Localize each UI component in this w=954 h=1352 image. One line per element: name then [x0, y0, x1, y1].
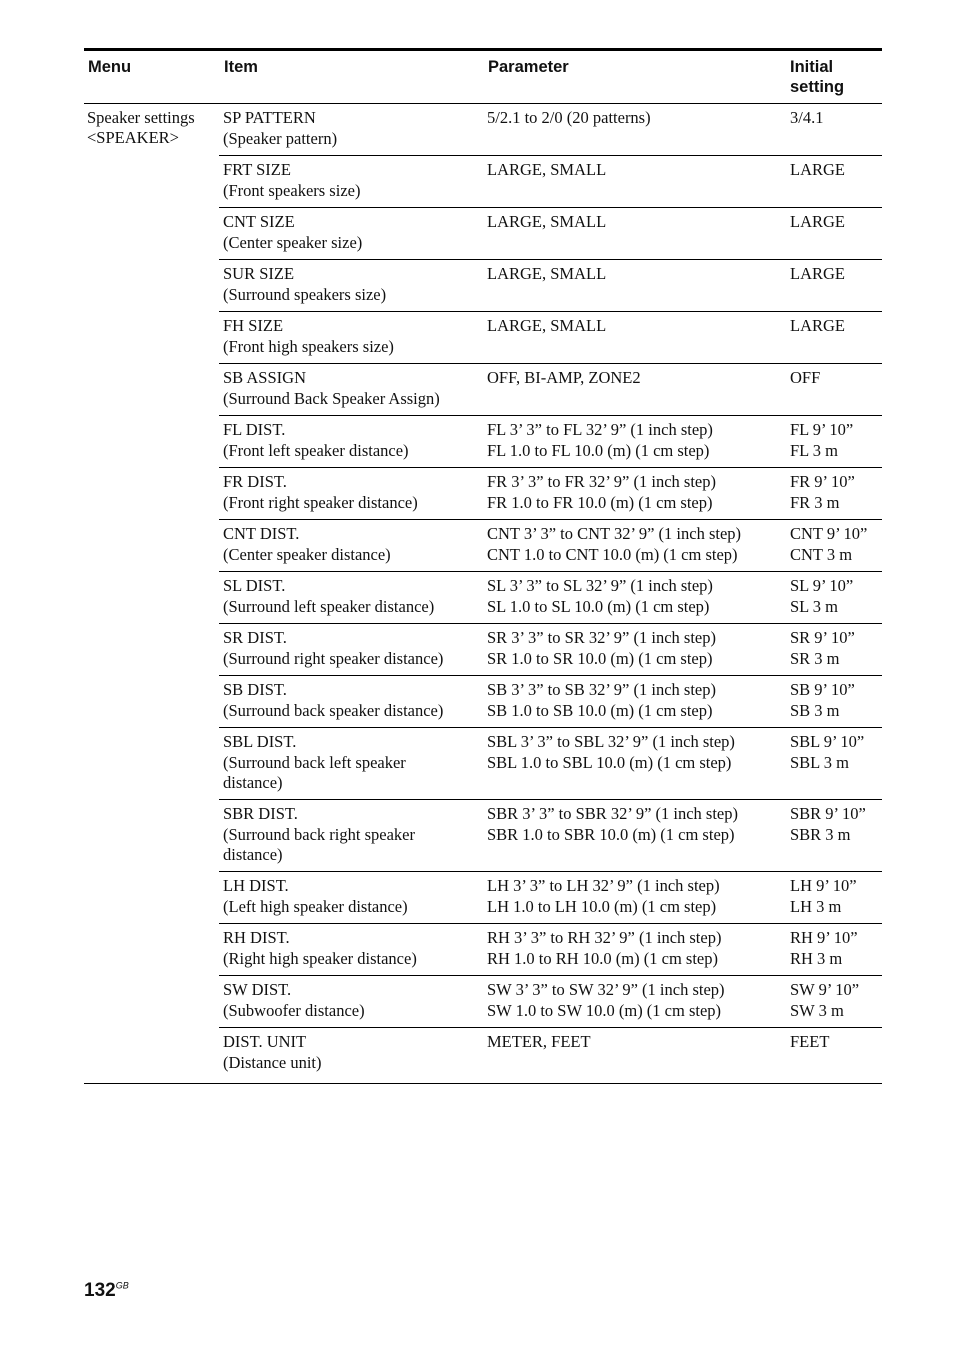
item-cell: SR DIST. (Surround right speaker distance)	[223, 628, 444, 668]
initial-cell: SBR 9’ 10” SBR 3 m	[790, 804, 866, 844]
table-row	[219, 416, 882, 468]
item-cell: FL DIST. (Front left speaker distance)	[223, 420, 409, 460]
initial-cell: SBL 9’ 10” SBL 3 m	[790, 732, 865, 772]
initial-cell: SR 9’ 10” SR 3 m	[790, 628, 855, 668]
table-row	[219, 624, 882, 676]
initial-cell: LH 9’ 10” LH 3 m	[790, 876, 857, 916]
parameter-cell: LARGE, SMALL	[487, 160, 607, 179]
header-parameter: Parameter	[488, 58, 569, 76]
initial-cell: CNT 9’ 10” CNT 3 m	[790, 524, 868, 564]
initial-cell: FR 9’ 10” FR 3 m	[790, 472, 855, 512]
table-row	[219, 312, 882, 364]
initial-cell: LARGE	[790, 264, 845, 283]
initial-cell: OFF	[790, 368, 821, 387]
menu-label: Speaker settings	[87, 108, 195, 127]
parameter-cell: OFF, BI-AMP, ZONE2	[487, 368, 641, 387]
parameter-cell: SL 3’ 3” to SL 32’ 9” (1 inch step) SL 1.0 to SL 10.0 (m) (1 cm step)	[487, 576, 713, 616]
parameter-cell: RH 3’ 3” to RH 32’ 9” (1 inch step) RH 1.0 to RH 10.0 (m) (1 cm step)	[487, 928, 722, 968]
table-body	[219, 104, 882, 1079]
parameter-cell: SB 3’ 3” to SB 32’ 9” (1 inch step) SB 1.0 to SB 10.0 (m) (1 cm step)	[487, 680, 716, 720]
initial-cell: SL 9’ 10” SL 3 m	[790, 576, 854, 616]
item-cell: FH SIZE (Front high speakers size)	[223, 316, 394, 356]
table-row	[219, 676, 882, 728]
parameter-cell: LARGE, SMALL	[487, 264, 607, 283]
item-cell: DIST. UNIT (Distance unit)	[223, 1032, 322, 1072]
parameter-cell: LARGE, SMALL	[487, 212, 607, 231]
item-cell: LH DIST. (Left high speaker distance)	[223, 876, 408, 916]
table-row	[219, 976, 882, 1028]
table-bottom-rule	[84, 1083, 882, 1084]
item-cell: FR DIST. (Front right speaker distance)	[223, 472, 418, 512]
initial-cell: 3/4.1	[790, 108, 824, 127]
parameter-cell: SW 3’ 3” to SW 32’ 9” (1 inch step) SW 1.0 to SW 10.0 (m) (1 cm step)	[487, 980, 725, 1020]
parameter-cell: FL 3’ 3” to FL 32’ 9” (1 inch step) FL 1.0 to FL 10.0 (m) (1 cm step)	[487, 420, 713, 460]
initial-cell: LARGE	[790, 316, 845, 335]
header-item: Item	[224, 58, 258, 76]
table-row	[219, 520, 882, 572]
parameter-cell: SBR 3’ 3” to SBR 32’ 9” (1 inch step) SBR 1.0 to SBR 10.0 (m) (1 cm step)	[487, 804, 738, 844]
item-cell: SB DIST. (Surround back speaker distance)	[223, 680, 444, 720]
initial-cell: FL 9’ 10” FL 3 m	[790, 420, 854, 460]
item-cell: SBL DIST. (Surround back left speaker distance)	[223, 732, 406, 792]
page-number-suffix: GB	[115, 1280, 129, 1291]
initial-cell: SW 9’ 10” SW 3 m	[790, 980, 860, 1020]
item-cell: SBR DIST. (Surround back right speaker distance)	[223, 804, 415, 864]
table-header	[84, 51, 882, 104]
table-row	[219, 364, 882, 416]
item-cell: SW DIST. (Subwoofer distance)	[223, 980, 365, 1020]
parameter-cell: SBL 3’ 3” to SBL 32’ 9” (1 inch step) SBL 1.0 to SBL 10.0 (m) (1 cm step)	[487, 732, 735, 772]
header-menu: Menu	[88, 58, 132, 76]
parameter-cell: LARGE, SMALL	[487, 316, 607, 335]
item-cell: SB ASSIGN (Surround Back Speaker Assign)	[223, 368, 440, 408]
parameter-cell: 5/2.1 to 2/0 (20 patterns)	[487, 108, 651, 127]
table-row	[219, 468, 882, 520]
table-row	[219, 572, 882, 624]
initial-cell: FEET	[790, 1032, 830, 1051]
table-row	[219, 728, 882, 800]
table-row	[219, 156, 882, 208]
parameter-cell: METER, FEET	[487, 1032, 591, 1051]
header-initial-setting: Initial setting	[790, 58, 845, 96]
table-row	[219, 208, 882, 260]
table-row	[219, 1028, 882, 1079]
page-number	[84, 1280, 129, 1302]
item-cell: CNT SIZE (Center speaker size)	[223, 212, 363, 252]
table-row	[219, 800, 882, 872]
table-row	[219, 872, 882, 924]
item-cell: FRT SIZE (Front speakers size)	[223, 160, 361, 200]
initial-cell: SB 9’ 10” SB 3 m	[790, 680, 855, 720]
page-number-value: 132	[84, 1280, 116, 1301]
parameter-cell: FR 3’ 3” to FR 32’ 9” (1 inch step) FR 1.0 to FR 10.0 (m) (1 cm step)	[487, 472, 716, 512]
table-row	[219, 924, 882, 976]
item-cell: SP PATTERN (Speaker pattern)	[223, 108, 338, 148]
table-row	[219, 104, 882, 156]
parameter-cell: SR 3’ 3” to SR 32’ 9” (1 inch step) SR 1.0 to SR 10.0 (m) (1 cm step)	[487, 628, 716, 668]
parameter-cell: LH 3’ 3” to LH 32’ 9” (1 inch step) LH 1.0 to LH 10.0 (m) (1 cm step)	[487, 876, 720, 916]
item-cell: SL DIST. (Surround left speaker distance)	[223, 576, 435, 616]
initial-cell: LARGE	[790, 212, 845, 231]
menu-cell	[87, 108, 217, 148]
item-cell: RH DIST. (Right high speaker distance)	[223, 928, 417, 968]
table-row	[219, 260, 882, 312]
initial-cell: RH 9’ 10” RH 3 m	[790, 928, 858, 968]
parameter-cell: CNT 3’ 3” to CNT 32’ 9” (1 inch step) CNT 1.0 to CNT 10.0 (m) (1 cm step)	[487, 524, 742, 564]
menu-code: <SPEAKER>	[87, 128, 179, 147]
item-cell: SUR SIZE (Surround speakers size)	[223, 264, 387, 304]
initial-cell: LARGE	[790, 160, 845, 179]
item-cell: CNT DIST. (Center speaker distance)	[223, 524, 391, 564]
